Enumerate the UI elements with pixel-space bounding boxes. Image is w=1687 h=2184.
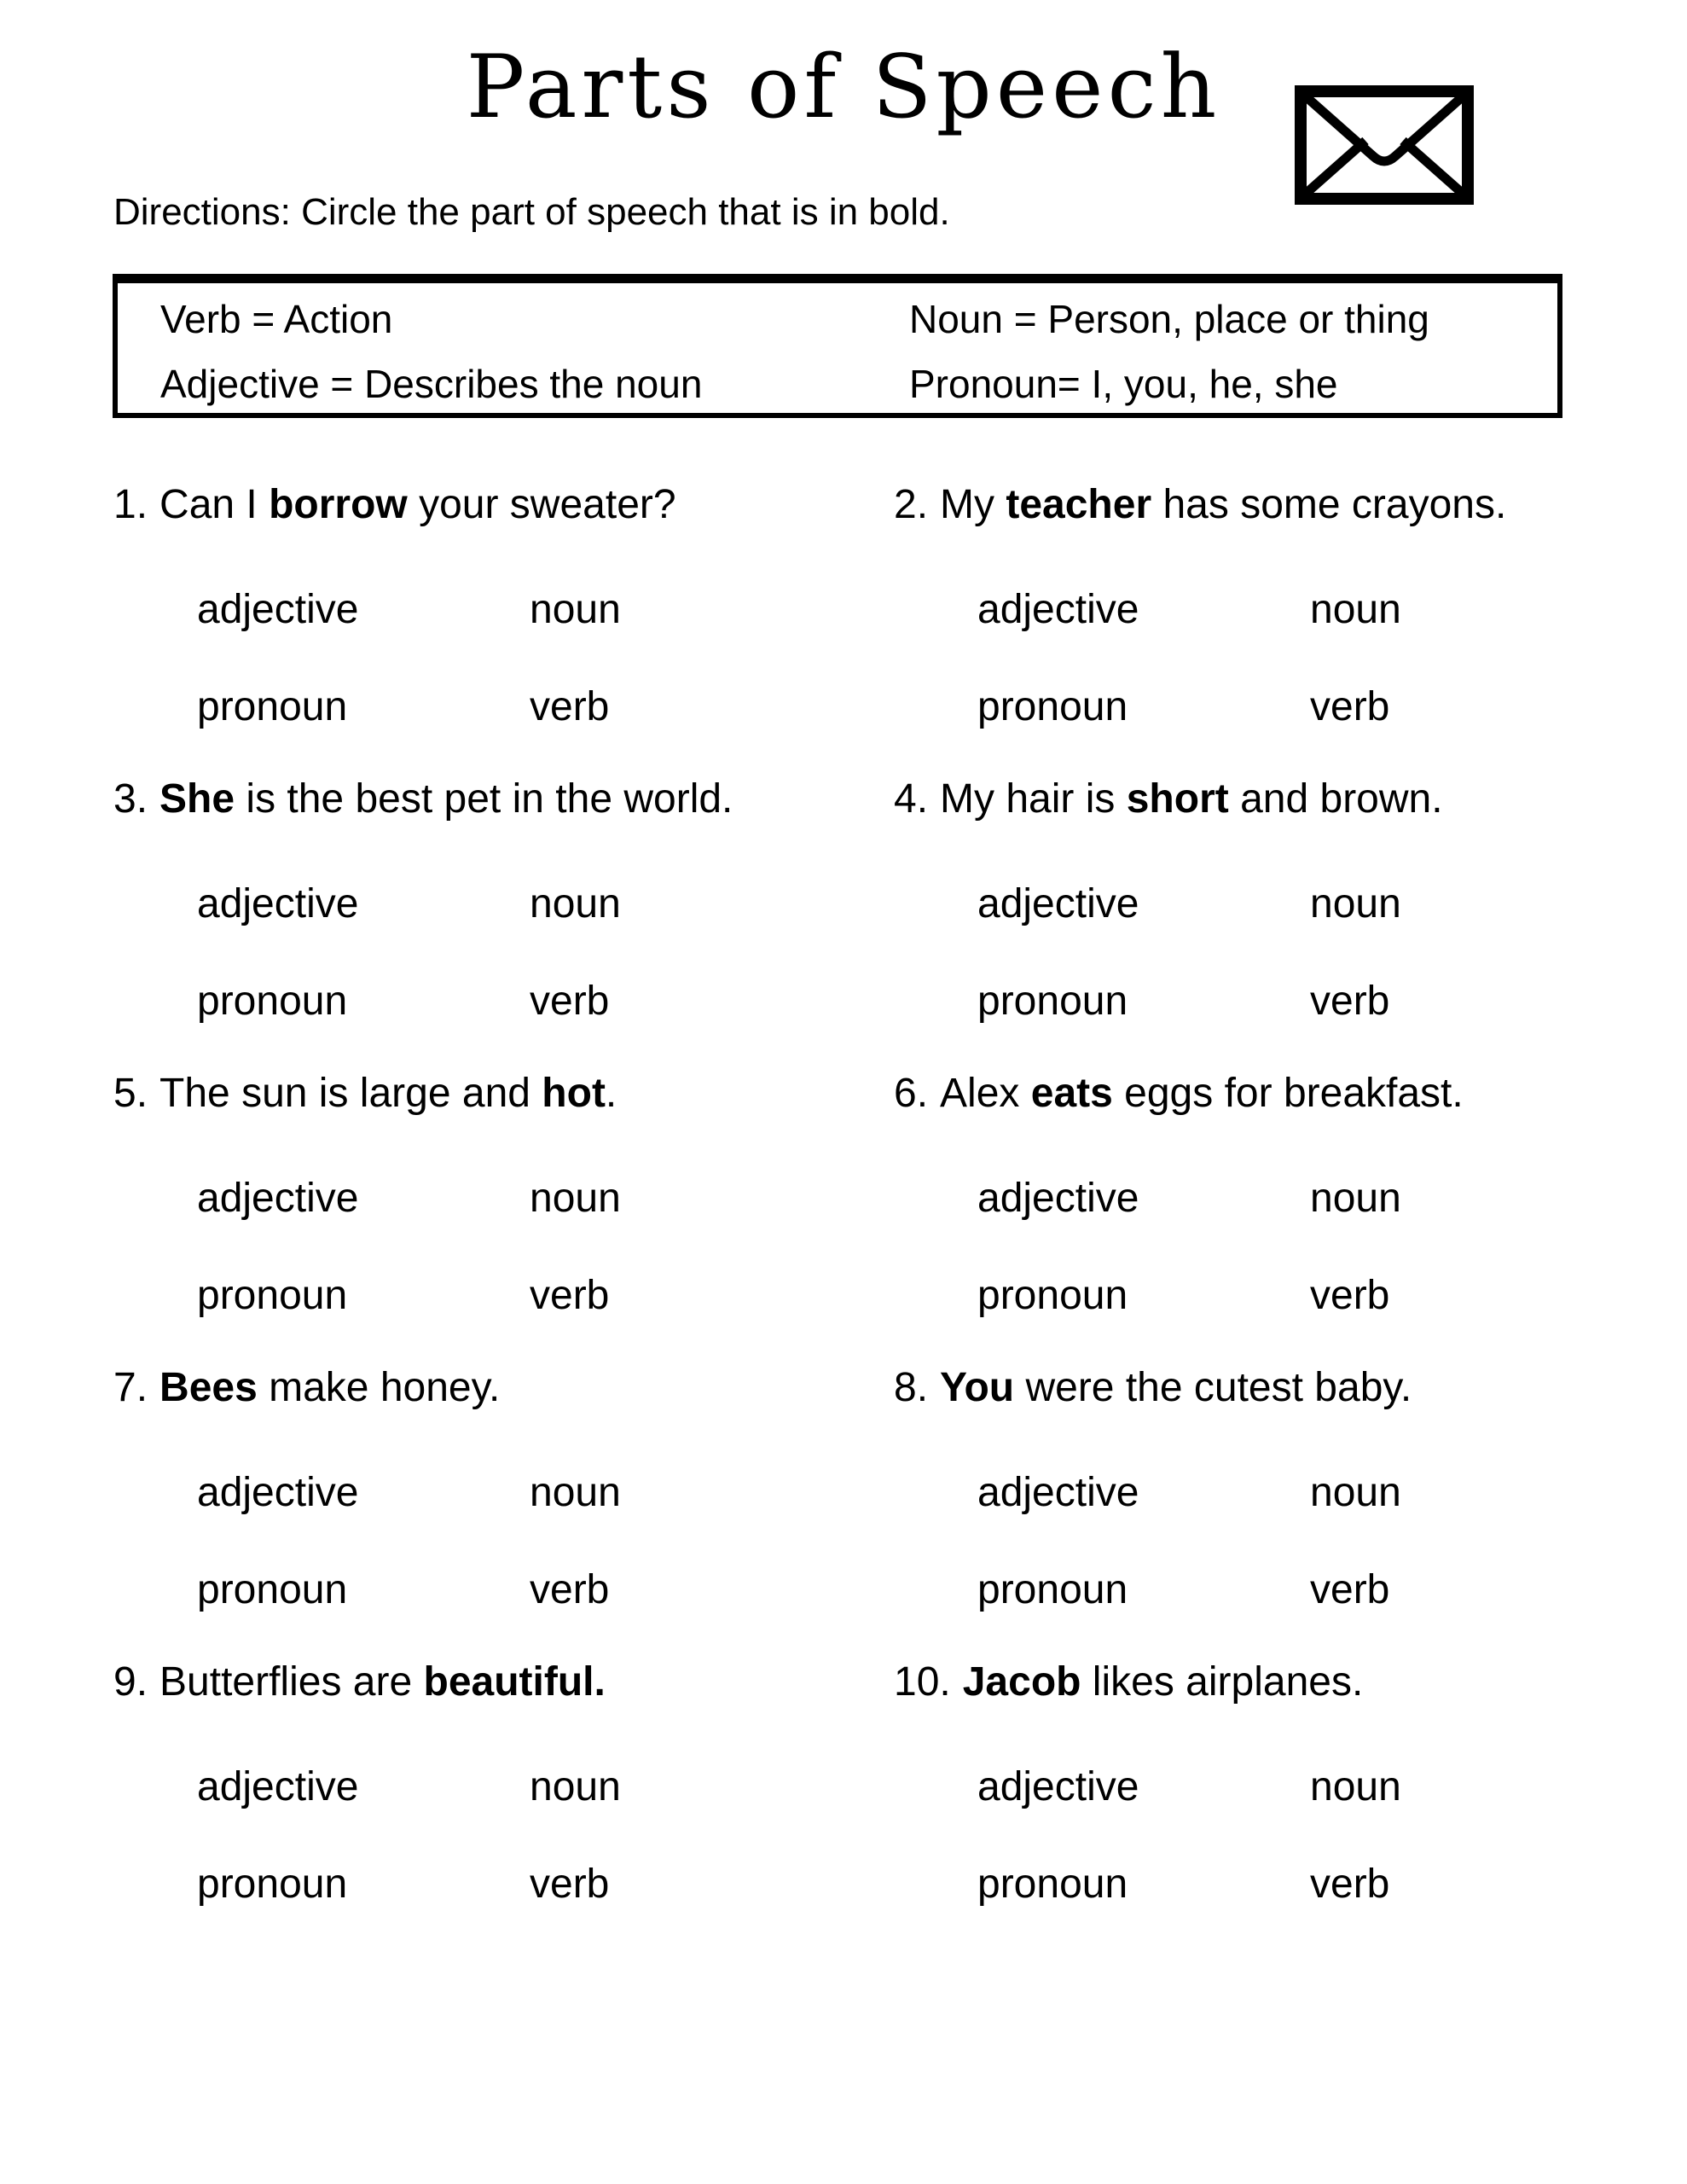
option-verb[interactable]: verb (530, 979, 610, 1024)
answer-options (197, 1471, 717, 1612)
question-number: 7. (113, 1365, 148, 1410)
sentence-text: your sweater? (407, 482, 676, 527)
question-sentence (113, 1658, 894, 1707)
question-1 (113, 480, 894, 775)
question-5 (113, 1069, 894, 1363)
sentence-text: and brown. (1228, 776, 1443, 822)
answer-options (197, 1176, 717, 1318)
option-adjective[interactable]: adjective (977, 1764, 1139, 1809)
question-number: 6. (894, 1071, 929, 1116)
page-title: Parts of Speech (466, 37, 1221, 138)
option-noun[interactable]: noun (1310, 587, 1401, 632)
question-number: 2. (894, 482, 929, 527)
option-noun[interactable]: noun (530, 1176, 621, 1221)
sentence-text: Can I (159, 482, 270, 527)
option-pronoun[interactable]: pronoun (197, 1567, 348, 1612)
sentence-text: likes airplanes. (1081, 1659, 1364, 1705)
option-adjective[interactable]: adjective (197, 881, 359, 926)
question-sentence (113, 480, 894, 530)
question-8 (894, 1363, 1574, 1658)
sentence-text: Butterflies are (159, 1659, 424, 1705)
question-number: 3. (113, 776, 148, 822)
bold-word: eats (1030, 1071, 1113, 1116)
option-noun[interactable]: noun (530, 881, 621, 926)
question-9 (113, 1658, 894, 1952)
option-adjective[interactable]: adjective (197, 1470, 359, 1515)
question-sentence (894, 1658, 1574, 1707)
option-pronoun[interactable]: pronoun (197, 979, 348, 1024)
option-verb[interactable]: verb (530, 1567, 610, 1612)
option-noun[interactable]: noun (530, 587, 621, 632)
bold-word: hot (542, 1071, 606, 1116)
option-verb[interactable]: verb (1310, 684, 1390, 729)
option-adjective[interactable]: adjective (977, 881, 1139, 926)
bold-word: borrow (269, 482, 408, 527)
option-noun[interactable]: noun (1310, 1470, 1401, 1515)
definitions-box (113, 274, 1562, 418)
sentence-text: . (605, 1071, 617, 1116)
option-verb[interactable]: verb (530, 1862, 610, 1907)
option-adjective[interactable]: adjective (197, 587, 359, 632)
answer-options (977, 1176, 1498, 1318)
option-adjective[interactable]: adjective (197, 1176, 359, 1221)
sentence-text: The sun is large and (159, 1071, 542, 1116)
sentence-text: has some crayons. (1151, 482, 1507, 527)
option-pronoun[interactable]: pronoun (197, 1273, 348, 1318)
directions-text: Directions: Circle the part of speech that is in bold. (113, 191, 950, 233)
question-sentence (113, 775, 894, 824)
option-noun[interactable]: noun (1310, 1764, 1401, 1809)
definition-noun: Noun = Person, place or thing (909, 297, 1429, 341)
option-verb[interactable]: verb (530, 1273, 610, 1318)
definition-adjective: Adjective = Describes the noun (160, 362, 703, 406)
question-number: 4. (894, 776, 929, 822)
answer-options (977, 1765, 1498, 1907)
option-pronoun[interactable]: pronoun (977, 684, 1128, 729)
option-verb[interactable]: verb (1310, 979, 1390, 1024)
question-3 (113, 775, 894, 1069)
question-7 (113, 1363, 894, 1658)
option-verb[interactable]: verb (1310, 1273, 1390, 1318)
question-2 (894, 480, 1574, 775)
option-pronoun[interactable]: pronoun (977, 979, 1128, 1024)
option-noun[interactable]: noun (530, 1764, 621, 1809)
option-noun[interactable]: noun (1310, 881, 1401, 926)
question-sentence (113, 1363, 894, 1413)
option-verb[interactable]: verb (530, 684, 610, 729)
bold-word: short (1126, 776, 1229, 822)
question-6 (894, 1069, 1574, 1363)
answer-options (977, 882, 1498, 1024)
option-verb[interactable]: verb (1310, 1862, 1390, 1907)
definition-verb: Verb = Action (160, 297, 393, 341)
bold-word: She (159, 776, 235, 822)
answer-options (197, 882, 717, 1024)
question-10 (894, 1658, 1574, 1952)
question-number: 8. (894, 1365, 929, 1410)
sentence-text: Alex (940, 1071, 1031, 1116)
option-pronoun[interactable]: pronoun (977, 1862, 1128, 1907)
sentence-text: is the best pet in the world. (235, 776, 733, 822)
question-sentence (113, 1069, 894, 1118)
question-sentence (894, 775, 1574, 824)
option-pronoun[interactable]: pronoun (977, 1273, 1128, 1318)
sentence-text: make honey. (257, 1365, 501, 1410)
questions-grid (113, 480, 1574, 1952)
question-sentence (894, 480, 1574, 530)
question-number: 5. (113, 1071, 148, 1116)
option-noun[interactable]: noun (1310, 1176, 1401, 1221)
option-noun[interactable]: noun (530, 1470, 621, 1515)
answer-options (977, 1471, 1498, 1612)
question-number: 10. (894, 1659, 951, 1705)
sentence-text: eggs for breakfast. (1112, 1071, 1464, 1116)
option-adjective[interactable]: adjective (977, 1176, 1139, 1221)
option-adjective[interactable]: adjective (197, 1764, 359, 1809)
sentence-text: were the cutest baby. (1014, 1365, 1412, 1410)
answer-options (197, 1765, 717, 1907)
bold-word: teacher (1006, 482, 1152, 527)
sentence-text: My (940, 482, 1006, 527)
envelope-icon (1295, 85, 1474, 205)
question-sentence (894, 1069, 1574, 1118)
answer-options (197, 588, 717, 729)
bold-word: Bees (159, 1365, 258, 1410)
option-pronoun[interactable]: pronoun (977, 1567, 1128, 1612)
option-adjective[interactable]: adjective (977, 587, 1139, 632)
bold-word: Jacob (962, 1659, 1081, 1705)
answer-options (977, 588, 1498, 729)
option-pronoun[interactable]: pronoun (197, 684, 348, 729)
question-sentence (894, 1363, 1574, 1413)
definition-pronoun: Pronoun= I, you, he, she (909, 362, 1338, 406)
option-pronoun[interactable]: pronoun (197, 1862, 348, 1907)
question-number: 9. (113, 1659, 148, 1705)
sentence-text: My hair is (940, 776, 1127, 822)
question-number: 1. (113, 482, 148, 527)
option-adjective[interactable]: adjective (977, 1470, 1139, 1515)
bold-word: beautiful. (423, 1659, 606, 1705)
option-verb[interactable]: verb (1310, 1567, 1390, 1612)
question-4 (894, 775, 1574, 1069)
bold-word: You (940, 1365, 1015, 1410)
